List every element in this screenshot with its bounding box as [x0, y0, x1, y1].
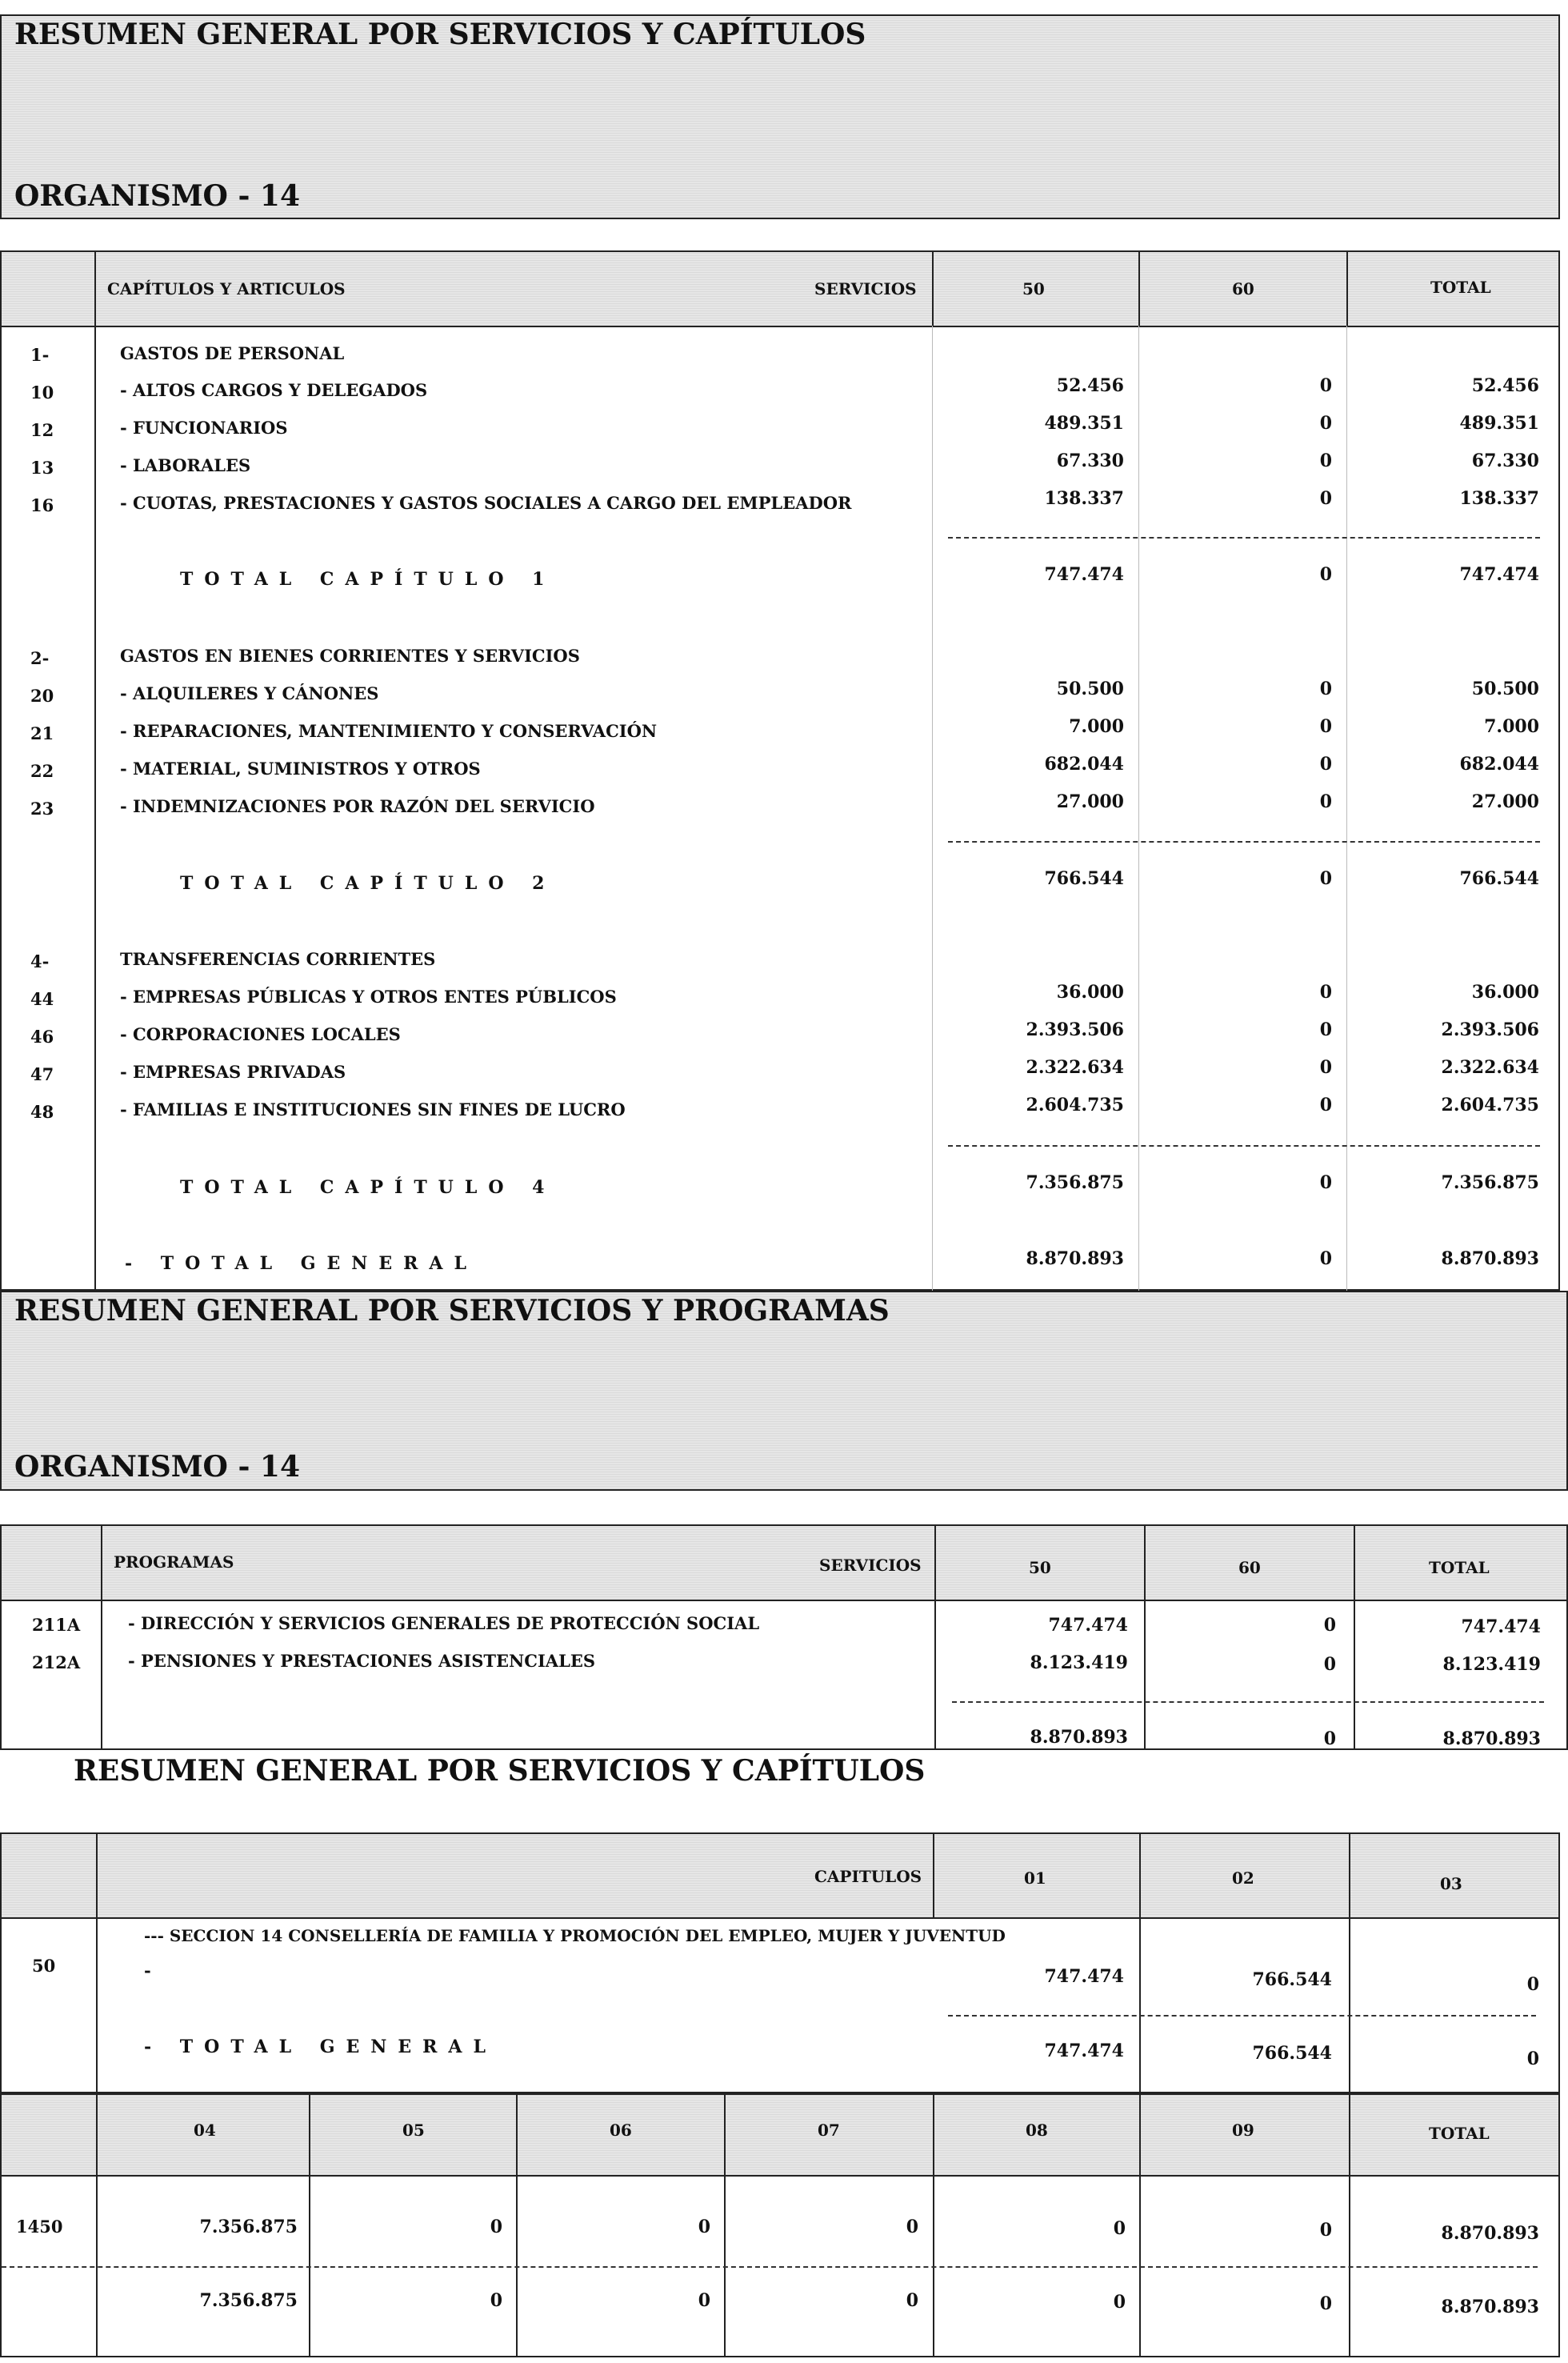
s3-seccion-text: --- SECCION 14 CONSELLERÍA DE FAMILIA Y PROMOCIÓN DEL EMPLEO, MUJER Y JUVENTUD: [144, 1926, 1006, 1945]
s1-row-v60: 0: [1319, 868, 1332, 889]
s4-total-05: 0: [490, 2290, 502, 2311]
s3-row-02: 766.544: [1252, 1969, 1332, 1990]
section3-header-capitulos: CAPITULOS: [814, 1867, 922, 1886]
section2-header-50: 50: [1029, 1558, 1051, 1577]
s2-row-total: 8.123.419: [1442, 1654, 1541, 1675]
s1-row-v50: 50.500: [1056, 679, 1124, 699]
section1-header-50: 50: [1022, 279, 1045, 298]
s1-row-v60: 0: [1319, 716, 1332, 737]
section3-title: RESUMEN GENERAL POR SERVICIOS Y CAPÍTULOS: [74, 1754, 926, 1788]
s1-subtotal-line: [948, 1145, 1540, 1147]
s1-row-code: 22: [30, 761, 54, 781]
s2-total-total: 8.870.893: [1442, 1728, 1541, 1749]
s1-row-v50: 682.044: [1044, 754, 1124, 775]
s4-row-09: 0: [1319, 2220, 1332, 2241]
s1-row-total: 138.337: [1459, 488, 1539, 509]
s4-total-08: 0: [1113, 2292, 1126, 2313]
s2-row-total: 747.474: [1461, 1616, 1541, 1637]
s1-row-label: - CORPORACIONES LOCALES: [120, 1024, 401, 1044]
s1-row-total: 2.322.634: [1441, 1057, 1539, 1078]
s1-row-label: TRANSFERENCIAS CORRIENTES: [120, 949, 436, 969]
s4-row-06: 0: [698, 2217, 710, 2237]
section1-header-60: 60: [1232, 279, 1254, 298]
section4-header-06: 06: [610, 2121, 632, 2140]
section1-header-capitulos: CAPÍTULOS Y ARTICULOS: [107, 279, 346, 298]
s2-row-label: - PENSIONES Y PRESTACIONES ASISTENCIALES: [128, 1651, 596, 1671]
s1-row-code: 4-: [30, 951, 50, 971]
s3-total-02: 766.544: [1252, 2043, 1332, 2064]
section4-header-08: 08: [1026, 2121, 1048, 2140]
s1-row-total: 489.351: [1459, 413, 1539, 434]
s2-row-v60: 0: [1323, 1654, 1336, 1675]
s4-total-04: 7.356.875: [199, 2290, 298, 2311]
s4-row-07: 0: [906, 2217, 918, 2237]
section3-header-row: [2, 1834, 1558, 1917]
s1-row-v60: 0: [1319, 1172, 1332, 1193]
section4-header-07: 07: [818, 2121, 840, 2140]
s4-row-05: 0: [490, 2217, 502, 2237]
s1-row-label: - ALQUILERES Y CÁNONES: [120, 683, 379, 703]
s1-row-code: 46: [30, 1027, 54, 1047]
section2-header-total: TOTAL: [1429, 1558, 1490, 1577]
section2-organismo: ORGANISMO - 14: [14, 1450, 301, 1484]
s1-row-total: 52.456: [1471, 375, 1539, 396]
s1-subtotal-label: TOTAL CAPÍTULO 2: [180, 873, 556, 894]
s1-row-v60: 0: [1319, 488, 1332, 509]
s1-subtotal-label: TOTAL CAPÍTULO 4: [180, 1177, 556, 1198]
s1-total-general-label: - TOTAL GENERAL: [125, 1253, 478, 1274]
s1-row-code: 2-: [30, 648, 50, 668]
s2-row-v60: 0: [1323, 1615, 1336, 1636]
s1-row-v50: 489.351: [1044, 413, 1124, 434]
s1-row-code: 12: [30, 420, 54, 440]
s4-row-04: 7.356.875: [199, 2217, 298, 2237]
s1-row-total: 27.000: [1471, 791, 1539, 812]
s1-row-v50: 2.322.634: [1026, 1057, 1124, 1078]
s3-row-code: 50: [32, 1956, 56, 1976]
s2-total-v50: 8.870.893: [1030, 1727, 1128, 1748]
s1-row-v60: 0: [1319, 413, 1332, 434]
s2-row-v50: 747.474: [1048, 1615, 1128, 1636]
s4-total-total: 8.870.893: [1441, 2297, 1539, 2317]
s1-row-total: 7.356.875: [1441, 1172, 1539, 1193]
s1-row-v60: 0: [1319, 1095, 1332, 1115]
s1-row-label: - REPARACIONES, MANTENIMIENTO Y CONSERVACIÓN: [120, 721, 658, 741]
s1-subtotal-line: [948, 841, 1540, 843]
section2-header-servicios: SERVICIOS: [819, 1556, 922, 1575]
section1-header-total: TOTAL: [1430, 278, 1491, 297]
s1-row-v50: 7.000: [1069, 716, 1124, 737]
s1-row-label: - FUNCIONARIOS: [120, 418, 288, 438]
s1-row-label: - LABORALES: [120, 455, 251, 475]
s1-row-code: 16: [30, 495, 54, 515]
s3-row-03: 0: [1526, 1974, 1539, 1995]
s1-row-code: 10: [30, 382, 54, 403]
s1-row-total: 682.044: [1459, 754, 1539, 775]
s1-row-v50: 52.456: [1056, 375, 1124, 396]
s1-row-label: - INDEMNIZACIONES POR RAZÓN DEL SERVICIO: [120, 796, 595, 816]
section4-header-total: TOTAL: [1429, 2124, 1490, 2143]
s1-row-label: - EMPRESAS PÚBLICAS Y OTROS ENTES PÚBLICOS: [120, 987, 617, 1007]
s3-total-general-label: - TOTAL GENERAL: [144, 2037, 497, 2057]
s4-total-line: [2, 2266, 1538, 2268]
s4-row-08: 0: [1113, 2218, 1126, 2239]
s1-subtotal-line: [948, 537, 1540, 539]
s1-row-label: - ALTOS CARGOS Y DELEGADOS: [120, 380, 428, 400]
section3-header-03: 03: [1440, 1874, 1462, 1893]
s1-row-label: - MATERIAL, SUMINISTROS Y OTROS: [120, 759, 481, 779]
section2-header-row: [2, 1526, 1566, 1600]
s2-row-label: - DIRECCIÓN Y SERVICIOS GENERALES DE PROTECCIÓN SOCIAL: [128, 1613, 760, 1633]
s1-row-label: GASTOS DE PERSONAL: [120, 343, 345, 363]
s1-row-total: 2.393.506: [1441, 1019, 1539, 1040]
s4-total-06: 0: [698, 2290, 710, 2311]
s1-row-label: - FAMILIAS E INSTITUCIONES SIN FINES DE LUCRO: [120, 1099, 626, 1119]
s1-row-v50: 2.604.735: [1026, 1095, 1124, 1115]
section4-header-09: 09: [1232, 2121, 1254, 2140]
s1-row-v50: 27.000: [1056, 791, 1124, 812]
s2-total-v60: 0: [1323, 1728, 1336, 1749]
s4-total-07: 0: [906, 2290, 918, 2311]
s1-row-code: 23: [30, 799, 54, 819]
s4-total-09: 0: [1319, 2293, 1332, 2314]
section3-header-01: 01: [1024, 1868, 1046, 1888]
s1-row-total: 36.000: [1471, 982, 1539, 1003]
section1-organismo: ORGANISMO - 14: [14, 179, 301, 213]
section2-header-60: 60: [1238, 1558, 1261, 1577]
s1-row-v60: 0: [1319, 791, 1332, 812]
section3-header-02: 02: [1232, 1868, 1254, 1888]
s1-subtotal-label: TOTAL CAPÍTULO 1: [180, 569, 556, 590]
s1-row-code: 13: [30, 458, 54, 478]
s1-row-v60: 0: [1319, 1019, 1332, 1040]
s1-row-v50: 138.337: [1044, 488, 1124, 509]
s1-row-v50: 766.544: [1044, 868, 1124, 889]
s3-total-01: 747.474: [1044, 2041, 1124, 2061]
section1-title: RESUMEN GENERAL POR SERVICIOS Y CAPÍTULOS: [14, 18, 866, 51]
s1-row-v60: 0: [1319, 754, 1332, 775]
s4-row-total: 8.870.893: [1441, 2223, 1539, 2244]
s1-row-v60: 0: [1319, 375, 1332, 396]
s1-row-total: 50.500: [1471, 679, 1539, 699]
s1-row-total: 2.604.735: [1441, 1095, 1539, 1115]
s1-row-code: 1-: [30, 345, 50, 365]
s1-row-label: GASTOS EN BIENES CORRIENTES Y SERVICIOS: [120, 646, 580, 666]
section4-header-row: [2, 2095, 1558, 2175]
s1-row-code: 21: [30, 723, 54, 743]
s1-row-v50: 67.330: [1056, 451, 1124, 471]
s3-row-01: 747.474: [1044, 1966, 1124, 1987]
s4-row-code: 1450: [16, 2217, 63, 2237]
s1-row-total: 67.330: [1471, 451, 1539, 471]
section4-header-04: 04: [194, 2121, 216, 2140]
s3-total-03: 0: [1526, 2049, 1539, 2069]
s1-row-label: - CUOTAS, PRESTACIONES Y GASTOS SOCIALES A CARGO DEL EMPLEADOR: [120, 493, 852, 513]
s1-row-v60: 0: [1319, 451, 1332, 471]
s1-row-v60: 0: [1319, 679, 1332, 699]
s3-row-dash: -: [144, 1960, 151, 1981]
s1-row-v60: 0: [1319, 1248, 1332, 1269]
s1-row-label: - EMPRESAS PRIVADAS: [120, 1062, 346, 1082]
section2-header-programas: PROGRAMAS: [114, 1552, 234, 1572]
s1-row-code: 47: [30, 1064, 54, 1084]
s2-row-code: 211A: [32, 1615, 81, 1635]
s1-row-total: 747.474: [1459, 564, 1539, 585]
s1-row-v60: 0: [1319, 1057, 1332, 1078]
s2-total-line: [952, 1701, 1544, 1703]
s1-row-v60: 0: [1319, 982, 1332, 1003]
s1-row-total: 8.870.893: [1441, 1248, 1539, 1269]
s1-row-code: 20: [30, 686, 54, 706]
s2-row-code: 212A: [32, 1652, 81, 1672]
s1-row-v50: 36.000: [1056, 982, 1124, 1003]
s2-row-v50: 8.123.419: [1030, 1652, 1128, 1673]
s1-row-v50: 747.474: [1044, 564, 1124, 585]
s1-row-v50: 8.870.893: [1026, 1248, 1124, 1269]
s1-row-total: 766.544: [1459, 868, 1539, 889]
s1-row-total: 7.000: [1484, 716, 1539, 737]
section1-header-servicios: SERVICIOS: [814, 279, 917, 298]
s1-row-code: 48: [30, 1102, 54, 1122]
s1-row-code: 44: [30, 989, 54, 1009]
s3-total-line: [948, 2015, 1536, 2017]
s1-row-v60: 0: [1319, 564, 1332, 585]
section2-title: RESUMEN GENERAL POR SERVICIOS Y PROGRAMAS: [14, 1294, 890, 1328]
s1-row-v50: 2.393.506: [1026, 1019, 1124, 1040]
section4-header-05: 05: [402, 2121, 425, 2140]
s1-row-v50: 7.356.875: [1026, 1172, 1124, 1193]
